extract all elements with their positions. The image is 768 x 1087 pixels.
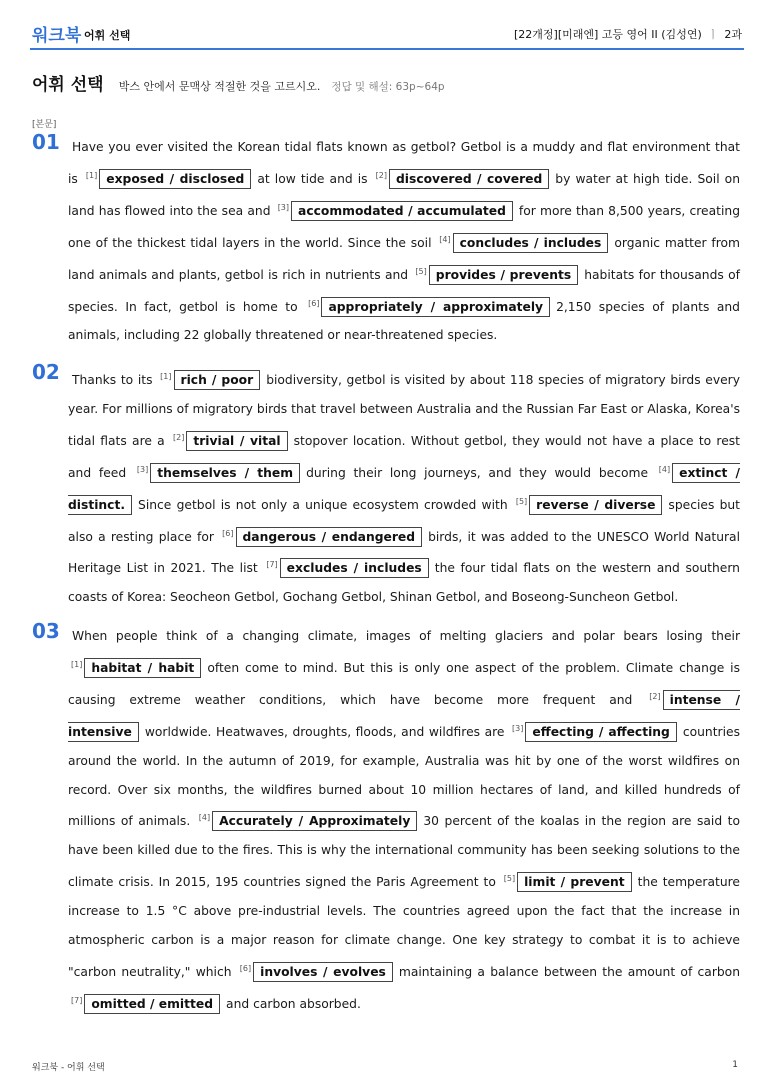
- choice-box[interactable]: omitted / emitted: [84, 994, 220, 1014]
- blank-ref: [2]: [375, 170, 387, 180]
- footer-label: 워크북 - 어휘 선택: [32, 1063, 105, 1073]
- body-tag: [본문]: [32, 120, 57, 130]
- passage-number: 02: [32, 360, 60, 384]
- choice-box[interactable]: concludes / includes: [453, 233, 609, 253]
- blank-ref: [7]: [266, 560, 278, 570]
- text-run: birds, it was added to the UNESCO World Natural Heritage List in 2021. The list: [68, 529, 740, 576]
- passage-text: [68, 363, 740, 612]
- lesson-number: 2과: [724, 28, 742, 41]
- page-title: 어휘 선택: [32, 75, 104, 95]
- blank-ref: [2]: [649, 691, 661, 701]
- choice-box[interactable]: provides / prevents: [429, 265, 578, 285]
- choice-box[interactable]: Accurately / Approximately: [212, 811, 417, 831]
- text-run: habitats for thousands of species. In fact, getbol is home to: [68, 267, 740, 314]
- choice-box[interactable]: exposed / disclosed: [99, 169, 251, 189]
- passage-number: 03: [32, 619, 60, 643]
- separator: ㅣ: [707, 28, 719, 41]
- text-run: Since getbol is not only a unique ecosystem crowded with: [138, 497, 513, 512]
- text-run: Have you ever visited the Korean tidal flats known as getbol? Getbol is a muddy and flat environment that is: [68, 140, 740, 186]
- choice-box[interactable]: excludes / includes: [280, 558, 429, 578]
- text-run: stopover location. Without getbol, they would not have a place to rest and feed: [68, 433, 741, 480]
- blank-ref: [3]: [277, 202, 290, 212]
- text-run: countries around the world. In the autumn of 2019, for example, Australia was hit by one of the worst wildfires on record. Over six months, the wildfires burned about 10 million hectares of land, and killed hundreds of millions of animals.: [68, 724, 740, 829]
- text-run: worldwide. Heatwaves, droughts, floods, and wildfires are: [144, 724, 510, 739]
- choice-box[interactable]: rich / poor: [174, 370, 261, 390]
- blank-ref: [4]: [658, 464, 671, 474]
- choice-box[interactable]: intense / intensive: [68, 690, 740, 742]
- blank-ref: [5]: [515, 496, 528, 506]
- choice-box[interactable]: extinct / distinct.: [68, 463, 740, 515]
- choice-box[interactable]: dangerous / endangered: [236, 527, 423, 547]
- text-run: by water at high tide. Soil on land has flowed into the sea and: [68, 171, 740, 218]
- choice-box[interactable]: themselves / them: [150, 463, 300, 483]
- text-run: When people think of a changing climate, images of melting glaciers and polar bears losing their: [72, 629, 740, 643]
- text-run: the four tidal flats on the western and southern coasts of Korea: Seocheon Getbol, Gochang Getbol, Shinan Getbol, and Boseong-Suncheon Getbol.: [68, 561, 740, 605]
- blank-ref: [6]: [222, 528, 234, 538]
- choice-box[interactable]: accommodated / accumulated: [291, 201, 513, 221]
- text-run: the temperature increase to 1.5 °C above pre-industrial levels. The countries agreed upon the fact that the increase in atmospheric carbon is a major reason for climate change. One key strategy to combat it is to achieve "carbon neutrality," which: [68, 875, 740, 979]
- text-run: maintaining a balance between the amount of carbon: [398, 964, 740, 979]
- section-name: 어휘 선택: [84, 29, 131, 42]
- choice-box[interactable]: limit / prevent: [517, 872, 632, 892]
- instruction: 박스 안에서 문맥상 적절한 것을 고르시오.: [118, 80, 321, 93]
- blank-ref: [6]: [308, 298, 320, 308]
- blank-ref: [1]: [160, 372, 172, 381]
- blank-ref: [4]: [198, 813, 211, 823]
- choice-box[interactable]: effecting / affecting: [525, 722, 676, 742]
- choice-box[interactable]: appropriately / approximately: [321, 297, 550, 317]
- blank-ref: [1]: [71, 659, 83, 669]
- choice-box[interactable]: reverse / diverse: [529, 495, 662, 515]
- choice-box[interactable]: habitat / habit: [84, 658, 201, 678]
- blank-ref: [3]: [512, 723, 524, 733]
- blank-ref: [6]: [239, 963, 252, 973]
- blank-ref: [2]: [172, 432, 185, 442]
- blank-ref: [3]: [136, 464, 149, 474]
- course-info: [514, 26, 742, 42]
- blank-ref: [5]: [503, 874, 516, 884]
- blank-ref: [5]: [415, 266, 427, 276]
- passage-text: [68, 133, 740, 350]
- blank-ref: [1]: [85, 170, 98, 180]
- text-run: Thanks to its: [72, 373, 158, 387]
- answer-reference: 정답 및 해설: 63p~64p: [331, 81, 445, 93]
- text-run: 2,150 species of plants and animals, including 22 globally threatened or near-threatened species.: [68, 299, 740, 343]
- text-run: biodiversity, getbol is visited by about 118 species of migratory birds every year. For millions of migratory birds that travel between Australia and the Russian Far East or Alaska, Korea's tidal flats are a: [68, 373, 741, 448]
- course-title: [22개정][미래엔] 고등 영어 II (김성연): [514, 28, 702, 41]
- text-run: organic matter from land animals and plants, getbol is rich in nutrients and: [68, 235, 740, 282]
- choice-box[interactable]: trivial / vital: [186, 431, 287, 451]
- text-run: during their long journeys, and they would become: [306, 465, 656, 480]
- text-run: 30 percent of the koalas in the region are said to have been killed due to the fires. This is why the international community has been seeking solutions to the climate crisis. In 2015, 195 countries signed the Paris Agreement to: [68, 814, 740, 890]
- title-row: [32, 70, 445, 95]
- page-number: 1: [732, 1060, 738, 1070]
- text-run: and carbon absorbed.: [226, 996, 361, 1011]
- passage-02: [32, 360, 741, 612]
- text-run: species but also a resting place for: [68, 497, 740, 544]
- brand-logo: 워크북: [32, 26, 82, 46]
- choice-box[interactable]: discovered / covered: [389, 169, 549, 189]
- blank-ref: [7]: [71, 995, 83, 1005]
- passage-03: [32, 619, 740, 1019]
- page-header: [30, 18, 744, 50]
- passage-number: 01: [32, 130, 60, 154]
- choice-box[interactable]: involves / evolves: [253, 962, 393, 982]
- text-run: often come to mind. But this is only one aspect of the problem. Climate change is causing extreme weather conditions, which have become more frequent and: [68, 660, 740, 707]
- blank-ref: [4]: [439, 234, 451, 244]
- text-run: at low tide and is: [257, 171, 373, 186]
- passage-text: [68, 622, 740, 1019]
- passage-01: [32, 130, 740, 350]
- text-run: for more than 8,500 years, creating one of the thickest tidal layers in the world. Since the soil: [68, 203, 740, 250]
